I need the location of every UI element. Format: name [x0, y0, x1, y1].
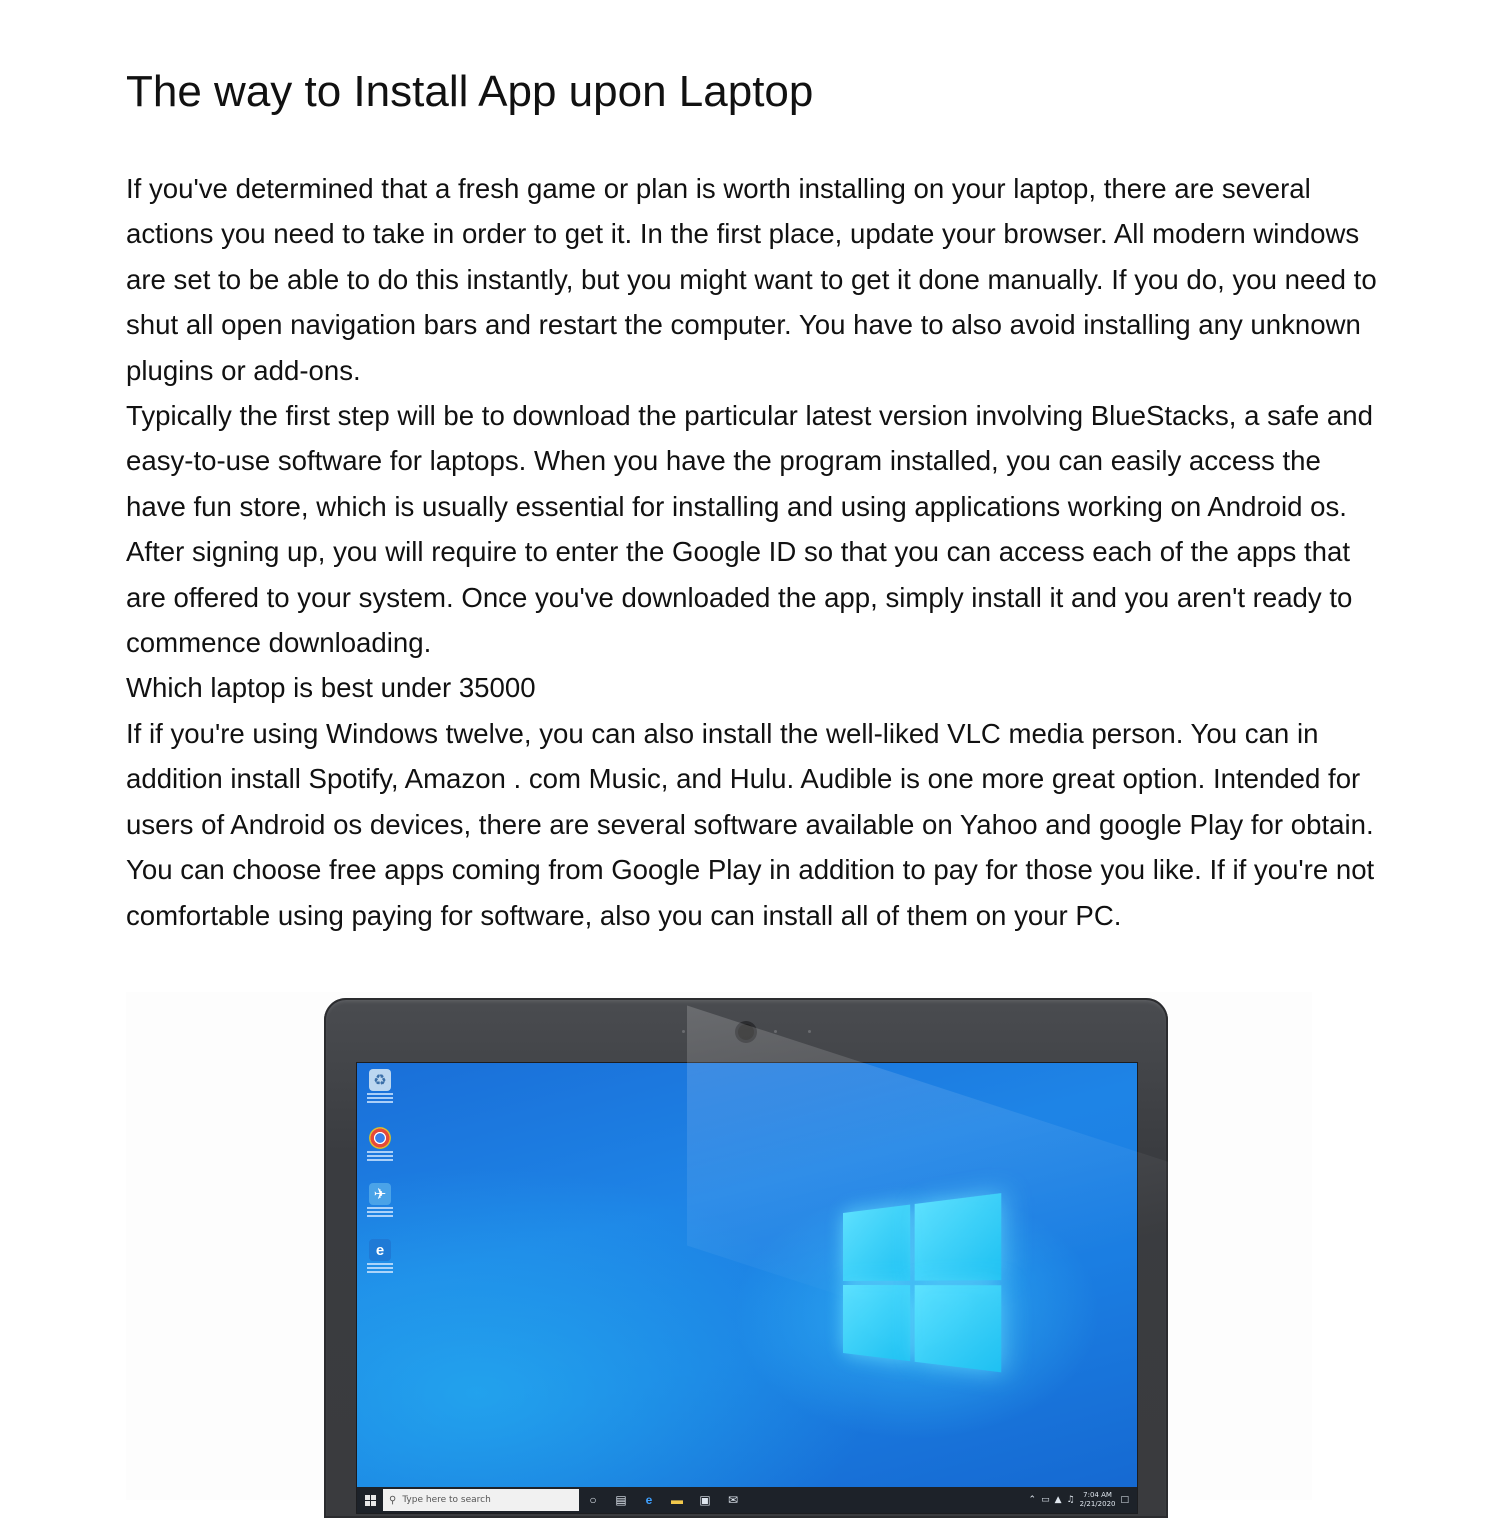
paragraph-1: If you've determined that a fresh game or plan is worth installing on your laptop, there are several actions you need to take in order to get it. In the first place, update your browser. All modern windows are set to be able to do this instantly, but you might want to get it done manually. If you do, you need to shut all open navigation bars and restart the computer. You have to also avoid installing any unknown plugins or add-ons.	[126, 173, 1377, 386]
taskbar-search-placeholder: Type here to search	[402, 1495, 491, 1505]
desktop-icon-openoffice[interactable]	[367, 1183, 393, 1219]
windows-logo-icon	[843, 1193, 1004, 1376]
windows-logo-pane	[843, 1205, 910, 1281]
windows-logo-pane	[843, 1285, 910, 1361]
windows-start-icon	[365, 1495, 376, 1506]
search-icon: ⚲	[389, 1494, 397, 1506]
camera-sensor-far-right	[808, 1030, 811, 1033]
desktop-icon-microsoft-edge[interactable]	[367, 1239, 393, 1275]
battery-icon[interactable]: ▭	[1041, 1495, 1050, 1505]
taskbar-search-box[interactable]	[383, 1489, 579, 1511]
clock-time: 7:04 AM	[1083, 1491, 1112, 1499]
desktop-icon-google-chrome[interactable]	[367, 1127, 393, 1163]
windows-logo-pane	[915, 1193, 1002, 1281]
laptop-lid	[324, 998, 1168, 1518]
start-button[interactable]	[357, 1487, 383, 1513]
camera-sensor-right	[774, 1030, 777, 1033]
paragraph-4: If if you're using Windows twelve, you can also install the well-liked VLC media person. You can in addition install Spotify, Amazon . com Music, and Hulu. Audible is one more great option. Intended for users of Android os devices, there are several software available on Yahoo and google Play for obtain. You can choose free apps coming from Google Play in addition to pay for those you like. If if you're not comfortable using paying for software, also you can install all of them on your PC.	[126, 717, 1375, 931]
windows-taskbar	[357, 1487, 1137, 1513]
volume-icon[interactable]: ♫	[1066, 1495, 1075, 1505]
edge-icon: e	[369, 1239, 391, 1261]
camera-sensor-left	[682, 1030, 685, 1033]
task-view-icon[interactable]: ▤	[615, 1493, 627, 1507]
mail-icon[interactable]: ✉	[727, 1493, 739, 1507]
windows-logo-pane	[915, 1285, 1002, 1372]
store-icon[interactable]: ▣	[699, 1493, 711, 1507]
cortana-icon[interactable]: ○	[589, 1493, 597, 1507]
page-title: The way to Install App upon Laptop	[126, 67, 814, 116]
desktop-icon-label	[367, 1207, 393, 1219]
paragraph-2: Typically the first step will be to download the particular latest version involving BlueStacks, a safe and easy-to-use software for laptops. When you have the program installed, you can easily access the have fun store, which is usually essential for installing and using applications working on Android os. After signing up, you will require to enter the Google ID so that you can access each of the apps that are offered to your system. Once you've downloaded the app, simply install it and you aren't ready to commence downloading.	[126, 400, 1373, 659]
desktop-icon-label	[367, 1093, 393, 1105]
chrome-icon	[369, 1127, 391, 1149]
tray-chevron-up-icon[interactable]: ⌃	[1028, 1495, 1037, 1505]
recycle-bin-icon: ♻	[369, 1069, 391, 1091]
laptop-photo	[126, 992, 1312, 1508]
notifications-icon[interactable]: □	[1120, 1495, 1129, 1505]
network-icon[interactable]: ▲	[1054, 1495, 1062, 1505]
system-tray	[1029, 1487, 1137, 1513]
edge-taskbar-icon[interactable]: e	[645, 1493, 653, 1507]
desktop-icon-recycle-bin[interactable]	[367, 1069, 393, 1105]
laptop-screen	[356, 1062, 1138, 1514]
paragraph-3: Which laptop is best under 35000	[126, 672, 536, 704]
article-body	[126, 166, 1386, 938]
taskbar-clock[interactable]	[1080, 1491, 1116, 1509]
clock-date: 2/21/2020	[1079, 1500, 1116, 1508]
desktop-icon-label	[367, 1263, 393, 1275]
openoffice-icon: ✈	[369, 1183, 391, 1205]
file-explorer-icon[interactable]: ▬	[671, 1493, 683, 1507]
desktop-icon-label	[367, 1151, 393, 1163]
